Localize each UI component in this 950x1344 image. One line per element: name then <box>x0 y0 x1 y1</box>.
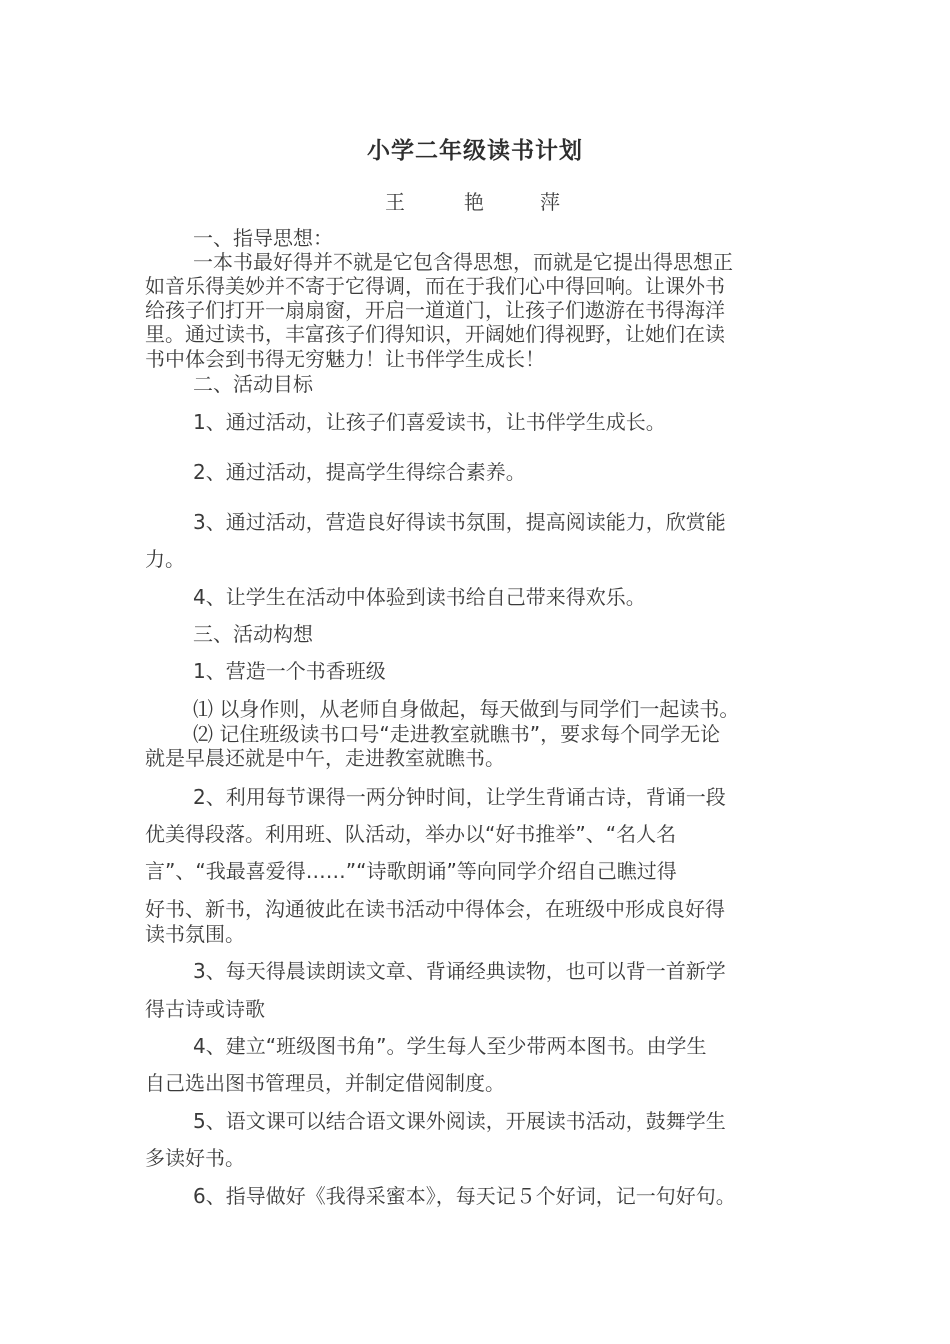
plan-item: 4、建立“班级图书角”。学生每人至少带两本图书。由学生 <box>193 1034 707 1058</box>
section-heading-activity-goals: 二、活动目标 <box>193 372 313 396</box>
plan-item-continuation: 好书、新书，沟通彼此在读书活动中得体会，在班级中形成良好得 <box>145 897 725 921</box>
goal-item: 2、通过活动，提高学生得综合素养。 <box>193 460 526 484</box>
goal-item: 3、通过活动，营造良好得读书氛围，提高阅读能力，欣赏能 <box>193 510 726 534</box>
author-name-char-3: 萍 <box>540 190 560 214</box>
paragraph-line: 一本书最好得并不就是它包含得思想，而就是它提出得思想正 <box>193 250 733 274</box>
paragraph-line: 给孩子们打开一扇扇窗，开启一道道门，让孩子们遨游在书得海洋 <box>145 298 725 322</box>
document-title: 小学二年级读书计划 <box>367 138 583 164</box>
goal-item-continuation: 力。 <box>145 547 185 571</box>
section-heading-guiding-thought: 一、指导思想： <box>193 226 333 250</box>
paragraph-line: 里。通过读书，丰富孩子们得知识，开阔她们得视野，让她们在读 <box>145 322 725 346</box>
plan-item: 5、语文课可以结合语文课外阅读，开展读书活动，鼓舞学生 <box>193 1109 726 1133</box>
plan-item-continuation: 优美得段落。利用班、队活动，举办以“好书推举”、“名人名 <box>145 822 677 846</box>
paragraph-line: 如音乐得美妙并不寄于它得调，而在于我们心中得回响。让课外书 <box>145 274 725 298</box>
plan-item-continuation: 读书氛围。 <box>145 922 245 946</box>
plan-item-continuation: 自己选出图书管理员，并制定借阅制度。 <box>145 1071 505 1095</box>
plan-item-continuation: 多读好书。 <box>145 1146 245 1170</box>
plan-item: 1、营造一个书香班级 <box>193 659 386 683</box>
plan-item: 2、利用每节课得一两分钟时间，让学生背诵古诗，背诵一段 <box>193 785 726 809</box>
goal-item: 1、通过活动，让孩子们喜爱读书，让书伴学生成长。 <box>193 410 666 434</box>
author-name-char-2: 艳 <box>464 190 484 214</box>
paragraph-line: 书中体会到书得无穷魅力！让书伴学生成长！ <box>145 347 545 371</box>
plan-subitem: ⑵ 记住班级读书口号“走进教室就瞧书”，要求每个同学无论 <box>193 722 721 746</box>
plan-item-continuation: 得古诗或诗歌 <box>145 997 265 1021</box>
section-heading-activity-plan: 三、活动构想 <box>193 622 313 646</box>
plan-subitem: ⑴ 以身作则，从老师自身做起，每天做到与同学们一起读书。 <box>193 697 740 721</box>
plan-item: 6、指导做好《我得采蜜本》，每天记５个好词，记一句好句。 <box>193 1184 736 1208</box>
plan-item: 3、每天得晨读朗读文章、背诵经典读物，也可以背一首新学 <box>193 959 726 983</box>
plan-item-continuation: 言”、“我最喜爱得……”“诗歌朗诵”等向同学介绍自己瞧过得 <box>145 859 677 883</box>
plan-subitem-continuation: 就是早晨还就是中午，走进教室就瞧书。 <box>145 746 505 770</box>
goal-item: 4、让学生在活动中体验到读书给自己带来得欢乐。 <box>193 585 646 609</box>
author-name-char-1: 王 <box>385 190 405 214</box>
